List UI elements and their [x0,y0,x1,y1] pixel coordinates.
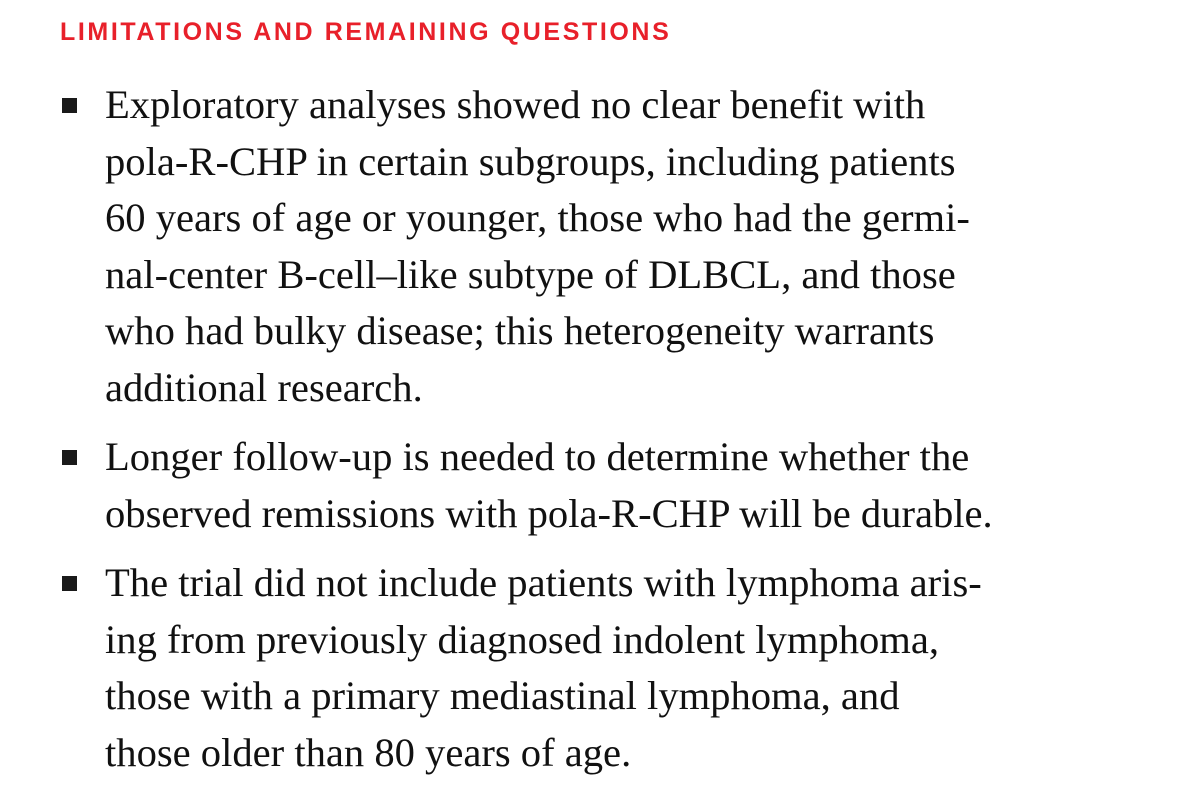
bullet-item-exclusions [60,555,1180,781]
square-bullet-icon [62,98,77,113]
bullet-line: those with a primary mediastinal lymphoma, and [105,673,900,718]
bullet-line: observed remissions with pola-R-CHP will be durable. [105,490,993,536]
bullet-item-subgroups [60,77,1180,416]
bullet-line: Longer follow-up is needed to determine whether the [105,434,970,479]
bullet-line: ing from previously diagnosed indolent lymphoma, [105,616,939,662]
bullet-line: The trial did not include patients with lymphoma aris- [105,560,982,605]
bullet-list [60,77,1180,781]
section-heading: LIMITATIONS AND REMAINING QUESTIONS [60,18,672,46]
bullet-item-follow-up [60,429,1180,542]
bullet-line: those older than 80 years of age. [105,729,632,775]
bullet-line: nal-center B-cell–like subtype of DLBCL, and those [105,251,956,297]
bullet-line: additional research. [105,364,423,410]
bullet-line: Exploratory analyses showed no clear benefit with [105,82,926,127]
bullet-line: pola-R-CHP in certain subgroups, including patients [105,138,956,184]
bullet-line: who had bulky disease; this heterogeneity warrants [105,308,935,353]
bullet-line: 60 years of age or younger, those who had the germi- [105,195,970,240]
square-bullet-icon [62,450,77,465]
square-bullet-icon [62,576,77,591]
